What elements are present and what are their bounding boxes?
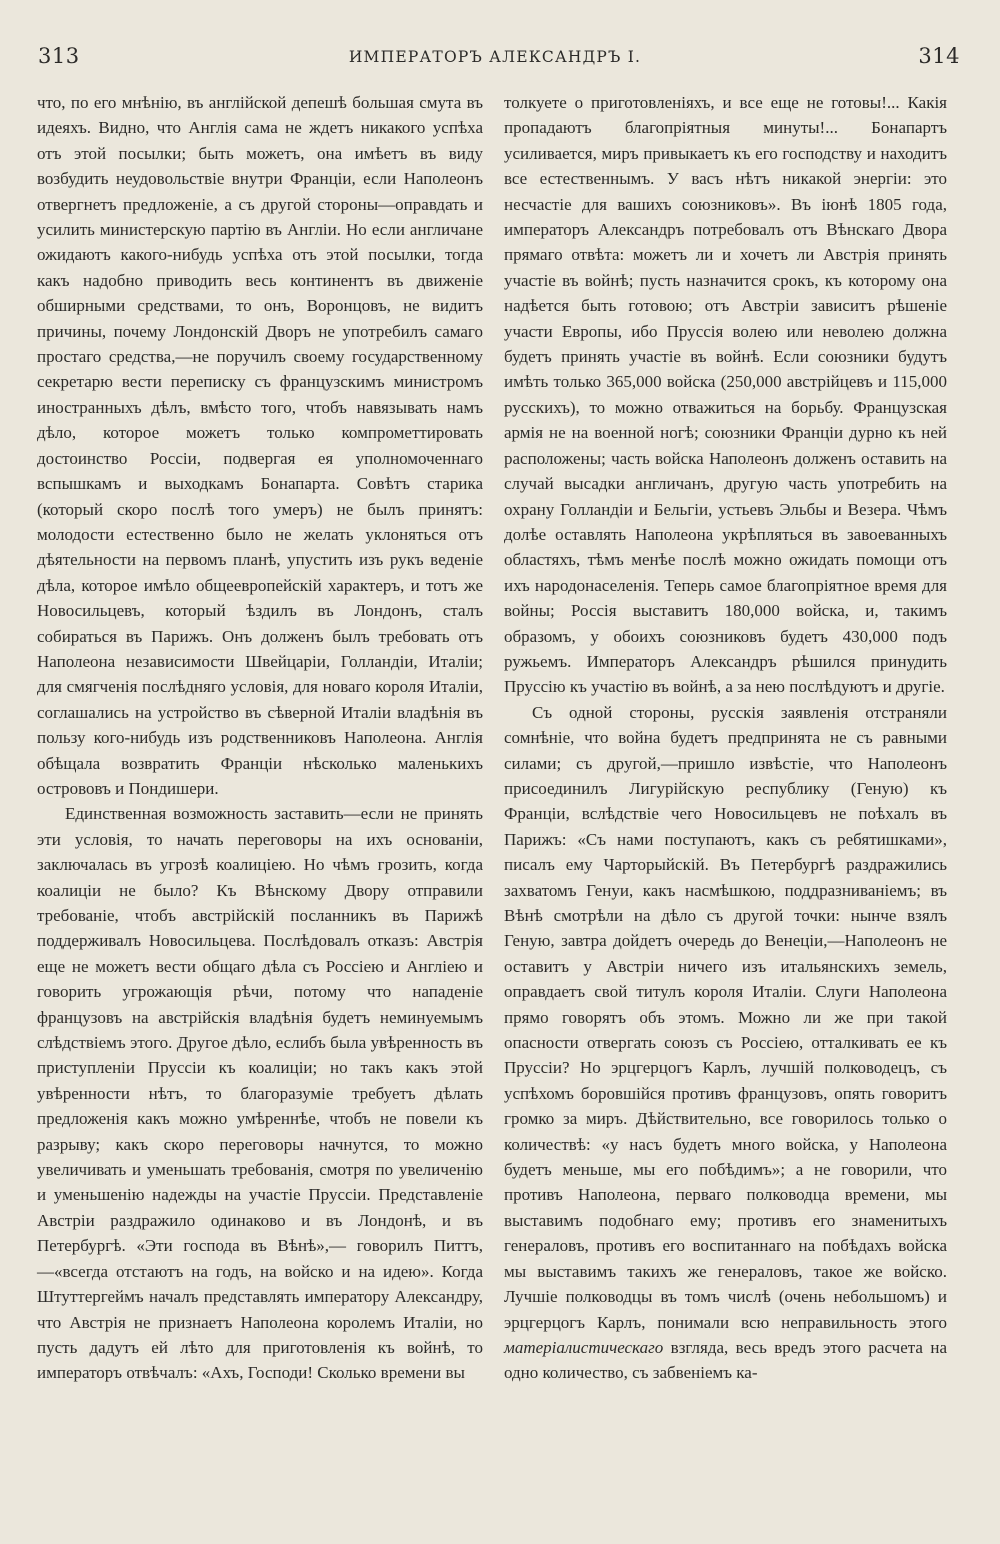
page-number-left: 313: [38, 44, 80, 68]
page-header: [30, 44, 960, 78]
running-title: ИМПЕРАТОРЪ АЛЕКСАНДРЪ I.: [348, 48, 642, 66]
paragraph: Единственная возможность заставить—если не принять эти условія, то начать переговоры на ихъ основаніи, заключалась въ угрозѣ коалиціею. Но чѣмъ грозить, когда коалиціи не было? Къ Вѣнскому Двору отправили требованіе, чтобъ австрійскій посланникъ въ Парижѣ поддерживалъ Новосильцева. Послѣдовалъ отказъ: Австрія еще не можетъ вести общаго дѣла съ Россіею и Англіею и говорить угрожающія рѣчи, потому что нападеніе французовъ на австрійскія владѣнія будетъ неминуемымъ слѣдствіемъ этого. Другое дѣло, еслибъ была увѣренность въ приступленіи Пруссіи къ коалиціи; но такъ какъ этой увѣренности нѣтъ, то благоразуміе требуетъ дѣлать предложенія какъ можно умѣреннѣе, чтобъ не повели къ разрыву; какъ скоро переговоры начнутся, то можно увеличивать и уменьшать требованія, смотря по увеличенію и уменьшенію надежды на участіе Пруссіи. Представленіе Австріи раздражило одинаково и въ Лондонѣ, и въ Петербургѣ. «Эти господа въ Вѣнѣ»,— говорилъ Питтъ,—«всегда отстаютъ на годъ, на войско и на идею». Когда Штуттергеймъ началъ представлять императору Александру, что Австрія не признаетъ Наполеона королемъ Италіи, но пусть дадутъ ей лѣто для приготовленія къ войнѣ, то императоръ отвѣчалъ: «Ахъ, Господи! Сколько времени вы: [37, 804, 483, 1383]
paragraph: что, по его мнѣнію, въ англійской депешѣ большая смута въ идеяхъ. Видно, что Англія сама не ждетъ никакого успѣха отъ этой посылки; быть можетъ, она имѣетъ въ виду возбудить неудовольствіе внутри Франціи, если Наполеонъ отвергнетъ предложеніе, а съ другой стороны—оправдать и усилить министерскую партію въ Англіи. Но если англичане ожидаютъ какого-нибудь успѣха отъ этой посылки, тогда какъ надобно приводить весь континентъ въ движеніе обширными средствами, то онъ, Воронцовъ, не видитъ причины, почему Лондонскій Дворъ не употребилъ самаго простаго средства,—не поручилъ своему государственному секретарю вести переписку съ французскимъ министромъ иностранныхъ дѣлъ, вмѣсто того, чтобъ навязывать намъ дѣло, которое можетъ только компрометтировать достоинство Россіи, подвергая ея уполномоченнаго вспышкамъ и выходкамъ Бонапарта. Совѣтъ старика (который скоро послѣ того умеръ) не былъ принятъ: молодости естественно было не желать уклоняться отъ дѣятельности на первомъ планѣ, упустить изъ рукъ веденіе дѣла, которое имѣло общеевропейскій характеръ, и тотъ же Новосильцевъ, который ѣздилъ въ Лондонъ, сталъ собираться въ Парижъ. Онъ долженъ былъ требовать отъ Наполеона независимости Швейцаріи, Голландіи, Италіи; для смягченія послѣдняго условія, для новаго короля Италіи, соглашались на устройство въ сѣверной Италіи владѣнія въ пользу кого-нибудь изъ родственниковъ Наполеона. Англія обѣщала возвратить Франціи нѣсколько маленькихъ острововъ и Пондишери.: [37, 93, 483, 798]
paragraph-text-end: взгляда, весь вредъ этого расчета на одно количество, съ забвеніемъ ка-: [504, 1337, 947, 1383]
left-column: [37, 90, 483, 1386]
paragraph: толкуете о приготовленіяхъ, и все еще не готовы!... Какія пропадаютъ благопріятныя минуты!... Бонапартъ усиливается, миръ привыкаетъ къ его господству и находитъ все естественнымъ. У васъ нѣтъ никакой энергіи: это несчастіе для вашихъ союзниковъ». Въ іюнѣ 1805 года, императоръ Александръ потребовалъ отъ Вѣнскаго Двора прямаго отвѣта: можетъ ли и хочетъ ли Австрія принять участіе въ войнѣ; пусть назначится срокъ, къ которому она надѣется быть готовою; отъ Австріи зависитъ рѣшеніе участи Европы, ибо Пруссія волею или неволею должна будетъ принять участіе въ войнѣ. Если союзники будутъ имѣть только 365,000 войска (250,000 австрійцевъ и 115,000 русскихъ), то можно отважиться на борьбу. Французская армія не на военной ногѣ; союзники Франціи дурно къ ней расположены; часть войска Наполеонъ долженъ оставить на случай высадки англичанъ, другую часть употребить на охрану Голландіи и Бельгіи, устьевъ Эльбы и Везера. Чѣмъ долѣе оставлять Наполеона укрѣпляться въ завоеванныхъ областяхъ, тѣмъ менѣе послѣ можно ожидать помощи отъ ихъ народонаселенія. Теперь самое благопріятное время для войны; Россія выставитъ 180,000 войска, и, такимъ образомъ, у обоихъ союзниковъ будетъ 430,000 подъ ружьемъ. Императоръ Александръ рѣшился принудить Пруссію къ участію въ войнѣ, а за нею послѣдуютъ и другіе.: [504, 93, 947, 697]
right-column: [504, 90, 947, 1386]
page-number-right: 314: [918, 44, 960, 68]
italic-term: матеріалистическаго: [504, 1337, 664, 1357]
paragraph: [504, 700, 947, 1386]
paragraph-text: Съ одной стороны, русскія заявленія отстраняли сомнѣніе, что война будетъ предпринята не съ равными силами; съ другой,—пришло извѣстіе, что Наполеонъ присоединилъ Лигурійскую республику (Геную) къ Франціи, вслѣдствіе чего Новосильцевъ не поѣхалъ въ Парижъ: «Съ нами поступаютъ, какъ съ ребятишками», писалъ ему Чарторыйскій. Въ Петербургѣ раздражились захватомъ Генуи, какъ насмѣшкою, поддразниваніемъ; въ Вѣнѣ смотрѣли на дѣло съ другой точки: нынче взялъ Геную, завтра дойдетъ очередь до Венеціи,—Наполеонъ не оставитъ у Австріи ничего изъ итальянскихъ земель, оправдаетъ свой титулъ короля Италіи. Слуги Наполеона прямо говорятъ объ этомъ. Можно ли же при такой опасности отвергать союзъ съ Россіею, отталкивать ее къ Пруссіи? Но эрцгерцогъ Карлъ, лучшій полководецъ, съ успѣхомъ боровшійся противъ французовъ, опять говоритъ громко за миръ. Дѣйствительно, все говорилось только о количествѣ: «у насъ будетъ много войска, у Наполеона будетъ меньше, мы его побѣдимъ»; а не говорили, что противъ Наполеона, перваго полководца времени, мы выставимъ подобнаго ему; противъ его знаменитыхъ генераловъ, противъ его воспитаннаго на побѣдахъ войска мы выставимъ такихъ же генераловъ, такое же войско. Лучшіе полководцы въ томъ числѣ (очень небольшомъ) и эрцгерцогъ Карлъ, понимали всю неправильность этого: [504, 702, 947, 1332]
